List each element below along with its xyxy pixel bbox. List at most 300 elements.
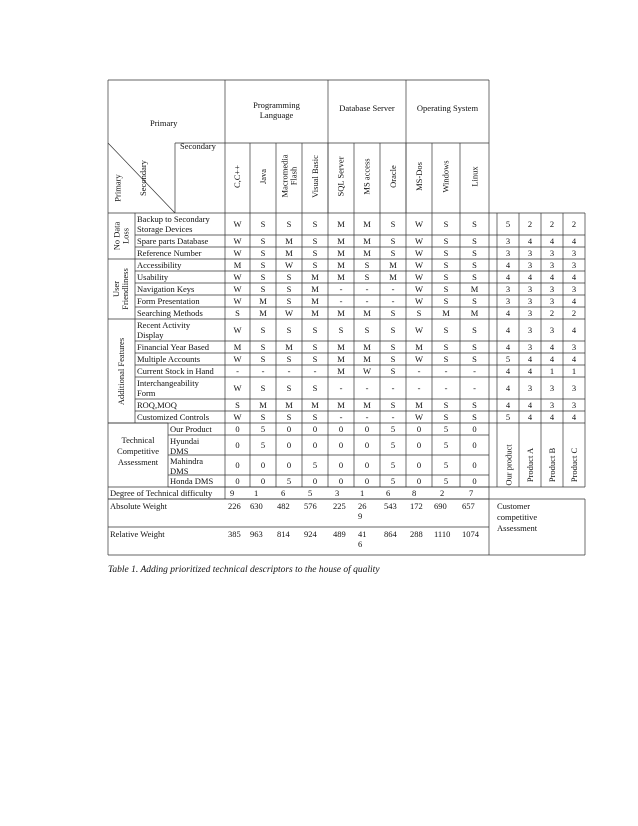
- column-header: Visual Basic: [309, 154, 320, 198]
- relationship-cell: W: [414, 248, 424, 258]
- relationship-cell: S: [312, 354, 318, 364]
- competitive-cell: 0: [338, 424, 344, 434]
- relationship-cell: M: [337, 308, 345, 318]
- absolute-weight-value: 543: [384, 501, 397, 511]
- competitive-cell: 0: [235, 476, 240, 486]
- score-cell: 4: [571, 296, 577, 306]
- relationship-cell: M: [311, 400, 319, 410]
- competitor-label: Hyundai DMS: [170, 436, 200, 456]
- relationship-cell: M: [442, 308, 450, 318]
- absolute-weight-value: 225: [333, 501, 346, 511]
- relationship-cell: S: [312, 325, 318, 335]
- competitive-cell: 0: [235, 424, 240, 434]
- relationship-cell: S: [260, 236, 266, 246]
- competitive-cell: 5: [260, 440, 266, 450]
- competitive-cell: 0: [312, 476, 318, 486]
- competitive-cell: 0: [338, 440, 344, 450]
- relationship-cell: M: [337, 260, 345, 270]
- relationship-cell: M: [285, 236, 293, 246]
- relationship-cell: S: [235, 308, 240, 318]
- requirement-label: Financial Year Based: [137, 342, 210, 352]
- relationship-cell: M: [259, 400, 267, 410]
- score-cell: 3: [549, 248, 555, 258]
- score-cell: 4: [549, 272, 555, 282]
- competitive-cell: 0: [312, 424, 318, 434]
- score-cell: 3: [571, 342, 577, 352]
- relationship-cell: S: [390, 219, 396, 229]
- relationship-cell: -: [365, 412, 369, 422]
- competitive-cell: 5: [390, 460, 396, 470]
- relationship-cell: S: [443, 354, 449, 364]
- section-label: User Friendliness: [110, 268, 130, 310]
- competitive-cell: 5: [390, 440, 396, 450]
- customer-assessment-label: Customer competitive Assessment: [497, 501, 538, 533]
- requirement-label: Interchangeability Form: [137, 378, 199, 398]
- difficulty-value: 3: [335, 488, 340, 498]
- product-header: Product C: [569, 447, 580, 483]
- column-header: Macromedia Flash: [278, 154, 298, 198]
- competitive-cell: 0: [235, 460, 240, 470]
- competitor-label: Our Product: [170, 424, 212, 434]
- relationship-cell: S: [472, 325, 477, 335]
- relationship-cell: W: [414, 272, 424, 282]
- relationship-cell: M: [470, 308, 479, 318]
- column-header: Java: [257, 168, 268, 184]
- relationship-cell: M: [285, 400, 293, 410]
- relationship-cell: -: [287, 366, 291, 376]
- relationship-cell: W: [284, 308, 294, 318]
- score-cell: 4: [527, 236, 533, 246]
- competitive-cell: 0: [286, 424, 292, 434]
- absolute-weight-value: 657: [462, 501, 475, 511]
- relative-weight-value: 963: [250, 529, 263, 539]
- difficulty-value: 6: [386, 488, 391, 498]
- relationship-cell: M: [337, 342, 345, 352]
- competitive-cell: 5: [443, 440, 449, 450]
- relationship-cell: S: [260, 412, 266, 422]
- relationship-cell: S: [312, 236, 318, 246]
- difficulty-value: 9: [230, 488, 235, 498]
- relationship-cell: S: [443, 260, 449, 270]
- competitive-cell: 0: [416, 424, 422, 434]
- group-programming-language: Programming Language: [253, 100, 300, 120]
- relative-weight-value: 924: [304, 529, 317, 539]
- score-cell: 4: [527, 400, 533, 410]
- requirement-label: ROQ,MOQ: [137, 400, 177, 410]
- relationship-cell: -: [391, 284, 395, 294]
- header-primary: Primary: [150, 118, 178, 128]
- relationship-cell: -: [444, 383, 448, 393]
- score-cell: 4: [505, 260, 511, 270]
- relationship-cell: S: [472, 272, 477, 282]
- relationship-cell: S: [286, 284, 292, 294]
- relationship-cell: S: [390, 248, 396, 258]
- relationship-cell: W: [233, 296, 242, 306]
- absolute-weight-label: Absolute Weight: [110, 501, 168, 511]
- relationship-cell: S: [312, 412, 318, 422]
- competitive-cell: 5: [260, 424, 266, 434]
- relationship-cell: W: [233, 412, 242, 422]
- relationship-cell: S: [390, 342, 396, 352]
- score-cell: 4: [505, 325, 511, 335]
- relationship-cell: M: [363, 248, 371, 258]
- relationship-cell: W: [414, 260, 424, 270]
- relationship-cell: S: [260, 354, 266, 364]
- score-cell: 3: [527, 260, 533, 270]
- relative-weight-value: 489: [333, 529, 346, 539]
- competitive-cell: 0: [312, 440, 318, 450]
- score-cell: 3: [549, 296, 555, 306]
- score-cell: 3: [527, 284, 533, 294]
- relationship-cell: S: [472, 219, 477, 229]
- difficulty-value: 1: [360, 488, 365, 498]
- relationship-cell: M: [337, 366, 345, 376]
- score-cell: 3: [527, 308, 533, 318]
- score-cell: 2: [549, 308, 555, 318]
- absolute-weight-value: 482: [277, 501, 290, 511]
- competitive-cell: 0: [472, 424, 477, 434]
- score-cell: 4: [549, 354, 555, 364]
- competitive-cell: 0: [364, 460, 370, 470]
- score-cell: 4: [571, 236, 577, 246]
- requirement-label: Multiple Accounts: [137, 354, 201, 364]
- column-header: MS-Dos: [413, 161, 424, 191]
- requirement-label: Searching Methods: [137, 308, 203, 318]
- absolute-weight-value: 172: [410, 501, 423, 511]
- score-cell: 3: [549, 325, 555, 335]
- competitive-cell: 0: [338, 476, 344, 486]
- score-cell: 3: [571, 383, 577, 393]
- difficulty-value: 6: [281, 488, 286, 498]
- relationship-cell: W: [233, 325, 242, 335]
- relationship-cell: M: [337, 248, 345, 258]
- relationship-cell: S: [472, 248, 477, 258]
- relationship-cell: M: [285, 248, 293, 258]
- relationship-cell: -: [473, 366, 476, 376]
- relationship-cell: S: [260, 248, 266, 258]
- competitive-cell: 0: [260, 476, 266, 486]
- relationship-cell: S: [390, 366, 396, 376]
- table-caption: Table 1. Adding prioritized technical descriptors to the house of quality: [108, 565, 380, 575]
- relationship-cell: S: [443, 400, 449, 410]
- requirement-label: Spare parts Database: [137, 236, 209, 246]
- score-cell: 3: [549, 383, 555, 393]
- relationship-cell: S: [472, 354, 477, 364]
- relationship-cell: -: [339, 296, 343, 306]
- score-cell: 4: [505, 366, 511, 376]
- competitive-cell: 0: [416, 440, 422, 450]
- score-cell: 4: [505, 400, 511, 410]
- relationship-cell: -: [261, 366, 265, 376]
- relationship-cell: S: [472, 296, 477, 306]
- section-label: No Data Loss: [110, 221, 130, 251]
- relationship-cell: S: [416, 308, 422, 318]
- relative-weight-value: 814: [277, 529, 290, 539]
- relationship-cell: W: [233, 236, 242, 246]
- relative-weight-label: Relative Weight: [110, 529, 165, 539]
- relationship-cell: M: [311, 308, 319, 318]
- relationship-cell: W: [233, 383, 242, 393]
- competitive-cell: 0: [364, 440, 370, 450]
- relationship-cell: S: [260, 342, 266, 352]
- relative-weight-value: 41 6: [358, 529, 367, 549]
- relationship-cell: W: [414, 296, 424, 306]
- relationship-cell: M: [337, 272, 345, 282]
- competitive-cell: 5: [443, 424, 449, 434]
- competitive-cell: 5: [312, 460, 318, 470]
- score-cell: 1: [571, 366, 577, 376]
- header-secondary: Secondary: [180, 141, 216, 151]
- competitive-cell: 5: [443, 460, 449, 470]
- relationship-cell: M: [285, 342, 293, 352]
- relationship-cell: S: [443, 412, 449, 422]
- relationship-cell: S: [390, 354, 396, 364]
- relationship-cell: S: [286, 412, 292, 422]
- relationship-cell: S: [312, 219, 318, 229]
- relationship-cell: S: [312, 342, 318, 352]
- competitive-cell: 0: [472, 440, 477, 450]
- column-header: Windows: [440, 159, 451, 193]
- relationship-cell: S: [235, 400, 240, 410]
- relationship-cell: M: [259, 296, 267, 306]
- score-cell: 4: [505, 272, 511, 282]
- relationship-cell: -: [313, 366, 317, 376]
- relationship-cell: -: [391, 296, 395, 306]
- score-cell: 4: [527, 272, 533, 282]
- relationship-cell: W: [233, 354, 242, 364]
- requirement-label: Usability: [137, 272, 169, 282]
- score-cell: 3: [549, 260, 555, 270]
- competitive-cell: 0: [364, 424, 370, 434]
- absolute-weight-value: 630: [250, 501, 263, 511]
- relationship-cell: M: [415, 342, 423, 352]
- relationship-cell: S: [390, 236, 396, 246]
- relationship-cell: W: [414, 354, 424, 364]
- relationship-cell: M: [233, 342, 242, 352]
- relationship-cell: S: [443, 219, 449, 229]
- section-label: Additional Features: [115, 337, 126, 405]
- score-cell: 3: [527, 248, 533, 258]
- relationship-cell: S: [260, 272, 266, 282]
- relationship-cell: -: [339, 284, 343, 294]
- difficulty-value: 7: [469, 488, 474, 498]
- relationship-cell: S: [443, 284, 449, 294]
- relationship-cell: S: [312, 260, 318, 270]
- competitive-cell: 0: [286, 460, 292, 470]
- score-cell: 3: [571, 400, 577, 410]
- relationship-cell: S: [260, 383, 266, 393]
- competitive-cell: 5: [443, 476, 449, 486]
- relative-weight-value: 385: [228, 529, 241, 539]
- score-cell: 4: [549, 236, 555, 246]
- score-cell: 4: [549, 342, 555, 352]
- score-cell: 3: [549, 400, 555, 410]
- relationship-cell: S: [364, 325, 370, 335]
- relationship-cell: S: [390, 308, 396, 318]
- competitive-cell: 0: [260, 460, 266, 470]
- relationship-cell: S: [364, 260, 370, 270]
- relationship-cell: W: [233, 272, 242, 282]
- relationship-cell: W: [414, 236, 424, 246]
- score-cell: 4: [571, 354, 577, 364]
- relationship-cell: -: [417, 383, 421, 393]
- relationship-cell: S: [390, 400, 396, 410]
- competitive-cell: 0: [416, 476, 422, 486]
- relationship-cell: M: [389, 260, 397, 270]
- score-cell: 3: [571, 260, 577, 270]
- requirement-label: Reference Number: [137, 248, 202, 258]
- competitor-label: Mahindra DMS: [170, 456, 204, 476]
- relationship-cell: S: [364, 272, 370, 282]
- vertical-secondary: Secondary: [137, 160, 148, 196]
- relationship-cell: S: [260, 260, 266, 270]
- relationship-cell: M: [311, 272, 319, 282]
- relative-weight-value: 864: [384, 529, 397, 539]
- relationship-cell: -: [391, 383, 395, 393]
- score-cell: 3: [505, 248, 511, 258]
- relationship-cell: M: [363, 342, 371, 352]
- relationship-cell: M: [259, 308, 267, 318]
- relationship-cell: S: [338, 325, 344, 335]
- requirement-label: Form Presentation: [137, 296, 200, 306]
- score-cell: 3: [505, 284, 511, 294]
- relationship-cell: -: [365, 383, 369, 393]
- relationship-cell: M: [363, 236, 371, 246]
- competitive-cell: 0: [416, 460, 422, 470]
- score-cell: 5: [505, 219, 511, 229]
- score-cell: 3: [571, 248, 577, 258]
- score-cell: 4: [571, 272, 577, 282]
- relationship-cell: M: [311, 296, 319, 306]
- score-cell: 3: [527, 296, 533, 306]
- relationship-cell: M: [363, 354, 371, 364]
- relationship-cell: S: [472, 400, 477, 410]
- score-cell: 4: [505, 308, 511, 318]
- relative-weight-value: 1110: [434, 529, 451, 539]
- requirement-label: Backup to Secondary Storage Devices: [137, 214, 210, 234]
- relationship-cell: S: [472, 342, 477, 352]
- relationship-cell: -: [365, 284, 369, 294]
- competitive-cell: 5: [286, 476, 292, 486]
- relationship-cell: W: [362, 366, 372, 376]
- requirement-label: Customized Controls: [137, 412, 210, 422]
- product-header: Our product: [503, 444, 514, 486]
- difficulty-value: 5: [308, 488, 313, 498]
- relationship-cell: S: [312, 383, 318, 393]
- competitive-cell: 5: [390, 424, 396, 434]
- relationship-cell: M: [363, 400, 371, 410]
- score-cell: 3: [527, 342, 533, 352]
- relationship-cell: M: [311, 284, 319, 294]
- competitive-label: Technical Competitive Assessment: [116, 435, 160, 467]
- relationship-cell: M: [363, 308, 371, 318]
- difficulty-value: 8: [412, 488, 417, 498]
- relationship-cell: W: [284, 260, 294, 270]
- requirement-label: Recent Activity Display: [137, 320, 191, 340]
- relationship-cell: S: [286, 219, 292, 229]
- score-cell: 5: [505, 412, 511, 422]
- relationship-cell: S: [286, 296, 292, 306]
- relationship-cell: S: [286, 272, 292, 282]
- product-header: Product B: [547, 447, 558, 483]
- score-cell: 3: [571, 284, 577, 294]
- relationship-cell: -: [339, 412, 343, 422]
- relationship-cell: M: [337, 219, 345, 229]
- absolute-weight-value: 690: [434, 501, 447, 511]
- requirement-label: Accessibility: [137, 260, 182, 270]
- column-header: MS access: [361, 157, 372, 195]
- relationship-cell: S: [472, 412, 477, 422]
- relationship-cell: S: [443, 342, 449, 352]
- requirement-label: Navigation Keys: [137, 284, 195, 294]
- score-cell: 4: [571, 412, 577, 422]
- competitor-label: Honda DMS: [170, 476, 214, 486]
- score-cell: 4: [527, 366, 533, 376]
- score-cell: 2: [527, 219, 533, 229]
- relationship-cell: W: [233, 219, 242, 229]
- score-cell: 3: [527, 383, 533, 393]
- relative-weight-value: 288: [410, 529, 423, 539]
- difficulty-value: 2: [440, 488, 445, 498]
- relationship-cell: S: [286, 383, 292, 393]
- absolute-weight-value: 576: [304, 501, 317, 511]
- relationship-cell: S: [443, 236, 449, 246]
- relationship-cell: S: [260, 325, 266, 335]
- score-cell: 5: [505, 354, 511, 364]
- relationship-cell: S: [443, 296, 449, 306]
- relationship-cell: S: [443, 325, 449, 335]
- relationship-cell: -: [236, 366, 239, 376]
- score-cell: 1: [549, 366, 555, 376]
- relationship-cell: -: [473, 383, 476, 393]
- column-header: Linux: [469, 165, 480, 187]
- score-cell: 4: [505, 342, 511, 352]
- relationship-cell: M: [337, 236, 345, 246]
- score-cell: 3: [549, 284, 555, 294]
- relationship-cell: M: [389, 272, 397, 282]
- group-operating-system: Operating System: [416, 103, 479, 113]
- relationship-cell: W: [233, 284, 242, 294]
- competitive-cell: 0: [235, 440, 240, 450]
- score-cell: 2: [571, 308, 577, 318]
- column-header: Oracle: [387, 164, 398, 188]
- relationship-cell: M: [415, 400, 423, 410]
- column-header: SQL Server: [335, 155, 346, 197]
- relationship-cell: M: [337, 354, 345, 364]
- relationship-cell: -: [339, 383, 343, 393]
- competitive-cell: 5: [390, 476, 396, 486]
- relationship-cell: S: [312, 248, 318, 258]
- vertical-primary: Primary: [112, 174, 123, 202]
- relationship-cell: S: [286, 354, 292, 364]
- score-cell: 3: [505, 296, 511, 306]
- relationship-cell: S: [390, 325, 396, 335]
- relative-weight-value: 1074: [462, 529, 479, 539]
- group-database-server: Database Server: [339, 103, 395, 113]
- relationship-cell: W: [414, 412, 424, 422]
- relationship-cell: -: [444, 366, 448, 376]
- relationship-cell: S: [286, 325, 292, 335]
- relationship-cell: W: [414, 284, 424, 294]
- competitive-cell: 0: [472, 476, 477, 486]
- relationship-cell: M: [363, 219, 371, 229]
- absolute-weight-value: 26 9: [358, 501, 367, 521]
- relationship-cell: S: [443, 272, 449, 282]
- difficulty-value: 1: [254, 488, 259, 498]
- relationship-cell: S: [472, 260, 477, 270]
- competitive-cell: 0: [338, 460, 344, 470]
- relationship-cell: W: [414, 219, 424, 229]
